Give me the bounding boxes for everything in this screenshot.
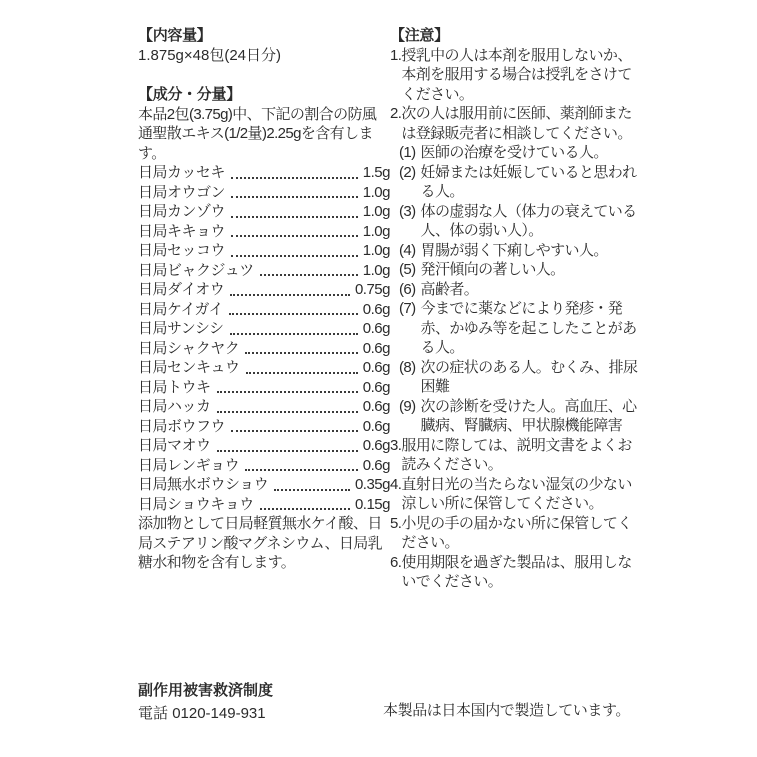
caution-item-number: 5. [390, 514, 402, 532]
dotted-leader [260, 508, 350, 510]
caution-subitem-text: 高齢者。 [420, 280, 479, 298]
cautions-list [390, 46, 640, 592]
phone-number: 0120-149-931 [172, 704, 266, 722]
ingredient-amount: 1.0g [362, 222, 390, 240]
caution-item-text: 使用期限を過ぎた製品は、服用しないでください。 [401, 553, 632, 590]
relief-system-title: 副作用被害救済制度 [138, 682, 274, 699]
dotted-leader [217, 450, 358, 452]
caution-item-number: 1. [390, 46, 402, 64]
ingredient-amount: 1.0g [362, 183, 390, 201]
caution-subitem-number: (4) [399, 241, 416, 259]
ingredient-amount: 0.6g [362, 398, 390, 415]
caution-item-number: 2. [390, 105, 402, 122]
dotted-leader [217, 391, 358, 393]
dotted-leader [245, 352, 358, 354]
additives-note: 添加物として日局軽質無水ケイ酸、日局ステアリン酸マグネシウム、日局乳糖水和物を含有します。 [138, 515, 383, 571]
caution-subitem-text: 今までに薬などにより発疹・発赤、かゆみ等を起こしたことがある人。 [420, 300, 637, 356]
ingredient-row [138, 358, 390, 378]
ingredient-amount: 0.35g [354, 476, 390, 493]
caution-item-text: 直射日光の当たらない湿気の少ない涼しい所に保管してください。 [401, 475, 632, 512]
ingredient-name: 日局サンシシ [138, 320, 224, 337]
ingredient-name: 日局カッセキ [138, 164, 225, 181]
ingredient-row [138, 261, 390, 281]
ingredient-name: 日局レンギョウ [138, 456, 240, 474]
ingredient-amount: 0.15g [354, 495, 390, 513]
caution-subitem-number: (3) [399, 202, 416, 220]
caution-subitem-number: (8) [399, 358, 416, 376]
ingredient-amount: 0.6g [362, 300, 390, 318]
left-column [138, 26, 390, 573]
caution-subitem [390, 202, 640, 241]
relief-system-block [138, 681, 273, 723]
caution-item [390, 475, 640, 514]
ingredients-list [138, 163, 390, 514]
dotted-leader [231, 255, 358, 257]
ingredient-row [138, 397, 390, 417]
caution-item [390, 553, 640, 592]
caution-subitem [390, 260, 640, 280]
dotted-leader [229, 313, 358, 315]
caution-item [390, 104, 640, 143]
caution-item-text: 小児の手の届かない所に保管してください。 [401, 514, 632, 551]
caution-subitem [390, 299, 640, 358]
ingredient-amount: 0.6g [362, 378, 390, 396]
ingredient-row [138, 300, 390, 320]
ingredient-amount: 0.6g [362, 456, 390, 474]
caution-subitem [390, 397, 640, 436]
ingredient-name: 日局キキョウ [138, 222, 226, 240]
ingredient-name: 日局無水ボウショウ [138, 476, 269, 493]
ingredient-name: 日局シャクヤク [138, 339, 240, 357]
ingredient-row [138, 183, 390, 203]
caution-item [390, 436, 640, 475]
phone-label: 電話 [138, 704, 169, 722]
caution-subitem-text: 体の虚弱な人（体力の衰えている人、体の弱い人）。 [420, 202, 637, 239]
caution-subitem-number: (6) [399, 280, 416, 298]
caution-subitem-number: (5) [399, 261, 416, 278]
caution-subitem-number: (2) [399, 163, 416, 181]
ingredient-row [138, 456, 390, 476]
made-in-japan-note: 本製品は日本国内で製造しています。 [383, 702, 631, 719]
caution-subitem [390, 163, 640, 202]
ingredient-row [138, 319, 390, 339]
right-column [390, 26, 640, 592]
caution-subitem-text: 発汗傾向の著しい人。 [420, 261, 565, 278]
section-gap [138, 65, 390, 85]
ingredients-intro: 本品2包(3.75g)中、下記の割合の防風通聖散エキス(1/2量)2.25gを含有します。 [138, 105, 377, 162]
contents-heading: 【内容量】 [138, 27, 212, 44]
cautions-heading: 【注意】 [390, 27, 449, 44]
ingredient-name: 日局ショウキョウ [138, 495, 254, 513]
caution-subitem-text: 妊婦または妊娠していると思われる人。 [420, 163, 637, 200]
caution-item-text: 授乳中の人は本剤を服用しないか、本剤を服用する場合は授乳をさけてください。 [401, 46, 632, 103]
dotted-leader [274, 489, 350, 491]
ingredient-amount: 0.6g [362, 437, 390, 454]
dotted-leader [260, 274, 358, 276]
ingredient-row [138, 475, 390, 495]
dotted-leader [231, 196, 358, 198]
ingredient-name: 日局マオウ [138, 437, 211, 454]
caution-item-text: 次の人は服用前に医師、薬剤師または登録販売者に相談してください。 [401, 105, 632, 142]
caution-subitem [390, 358, 640, 397]
ingredient-row [138, 222, 390, 242]
caution-item [390, 514, 640, 553]
ingredient-row [138, 202, 390, 222]
caution-subitem-text: 次の症状のある人。むくみ、排尿困難 [420, 358, 638, 395]
caution-item-number: 3. [390, 436, 402, 454]
caution-subitem-number: (9) [399, 397, 416, 415]
ingredient-amount: 1.0g [362, 203, 390, 220]
ingredient-name: 日局セッコウ [138, 242, 226, 259]
ingredient-amount: 0.6g [362, 339, 390, 357]
ingredient-amount: 0.6g [362, 359, 390, 376]
caution-subitem [390, 143, 640, 163]
ingredients-heading: 【成分・分量】 [138, 86, 241, 103]
caution-subitem [390, 241, 640, 261]
ingredient-name: 日局カンゾウ [138, 203, 226, 220]
dotted-leader [230, 333, 358, 335]
ingredient-name: 日局ビャクジュツ [138, 261, 254, 279]
ingredient-row [138, 495, 390, 515]
ingredient-row [138, 378, 390, 398]
caution-subitem-text: 次の診断を受けた人。高血圧、心臓病、腎臓病、甲状腺機能障害 [420, 397, 637, 434]
ingredient-name: 日局ケイガイ [138, 300, 224, 318]
dotted-leader [246, 372, 358, 374]
ingredient-amount: 0.6g [362, 320, 390, 337]
ingredient-amount: 1.0g [362, 242, 390, 259]
ingredient-name: 日局ハッカ [138, 398, 211, 415]
caution-item-number: 6. [390, 553, 402, 571]
ingredient-name: 日局オウゴン [138, 183, 226, 201]
caution-item-text: 服用に際しては、説明文書をよくお読みください。 [401, 436, 632, 473]
ingredient-name: 日局ダイオウ [138, 281, 225, 298]
caution-subitem-number: (7) [399, 300, 416, 317]
caution-subitem-number: (1) [399, 144, 416, 161]
contents-value: 1.875g×48包(24日分) [138, 46, 281, 64]
ingredient-name: 日局センキュウ [138, 359, 240, 376]
ingredient-row [138, 436, 390, 456]
ingredient-row [138, 280, 390, 300]
ingredient-amount: 1.0g [362, 261, 390, 279]
dotted-leader [231, 235, 358, 237]
dotted-leader [231, 216, 358, 218]
caution-item [390, 46, 640, 105]
dotted-leader [230, 294, 350, 296]
ingredient-row [138, 241, 390, 261]
relief-phone-line [138, 704, 273, 724]
dotted-leader [245, 469, 358, 471]
caution-item-number: 4. [390, 475, 402, 493]
ingredient-name: 日局ボウフウ [138, 417, 226, 435]
ingredient-name: 日局トウキ [138, 378, 211, 396]
ingredient-row [138, 163, 390, 183]
ingredient-row [138, 339, 390, 359]
caution-subitem-text: 胃腸が弱く下痢しやすい人。 [420, 241, 608, 259]
dotted-leader [231, 430, 358, 432]
dotted-leader [217, 411, 358, 413]
ingredient-amount: 1.5g [362, 164, 390, 181]
caution-subitem [390, 280, 640, 300]
dotted-leader [231, 177, 358, 179]
caution-subitem-text: 医師の治療を受けている人。 [420, 144, 608, 161]
ingredient-amount: 0.75g [354, 281, 390, 298]
ingredient-amount: 0.6g [362, 417, 390, 435]
ingredient-row [138, 417, 390, 437]
